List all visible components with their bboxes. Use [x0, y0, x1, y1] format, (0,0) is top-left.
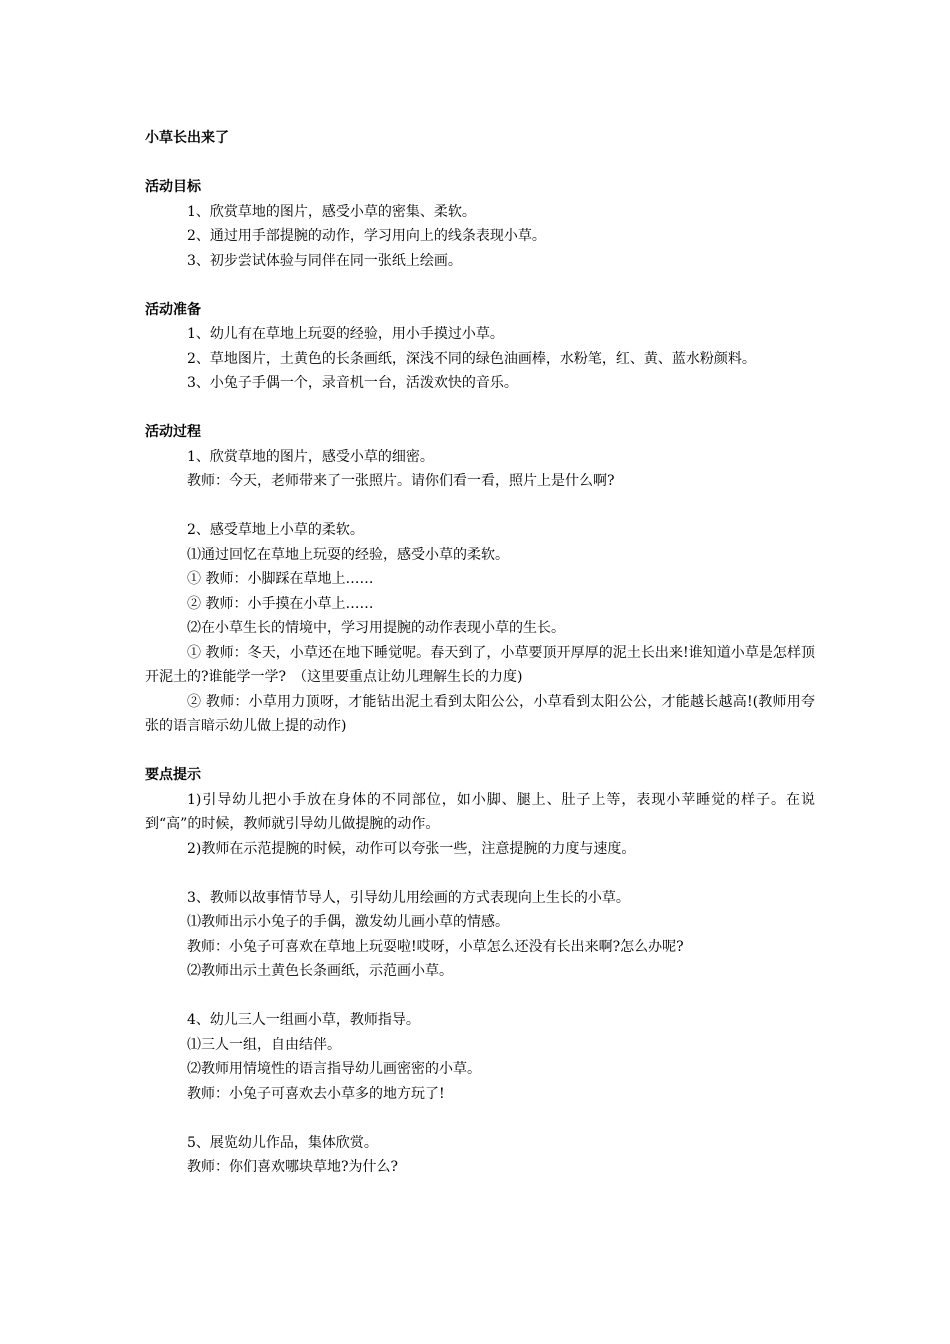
- paragraph: 2)教师在示范提腕的时候，动作可以夸张一些，注意提腕的力度与速度。: [187, 840, 636, 857]
- section-preparation: [145, 298, 815, 396]
- document-page: [145, 126, 815, 1204]
- paragraph: ⑵教师出示土黄色长条画纸，示范画小草。: [187, 963, 453, 979]
- section-process: [145, 420, 815, 739]
- paragraph: 教师：你们喜欢哪块草地?为什么?: [187, 1159, 399, 1175]
- paragraph: ② 教师：小草用力顶呀，才能钻出泥土看到太阳公公，小草看到太阳公公，才能越长越高!(教师用夸张的语言暗示幼儿做上提的动作): [145, 693, 815, 734]
- paragraph: ① 教师：小脚踩在草地上……: [187, 571, 374, 587]
- paragraph: ⑴教师出示小兔子的手偶，激发幼儿画小草的情感。: [187, 914, 509, 930]
- paragraph: 4、幼儿三人一组画小草，教师指导。: [187, 1012, 420, 1028]
- paragraph: 教师：小兔子可喜欢在草地上玩耍啦!哎呀，小草怎么还没有长出来啊?怎么办呢?: [187, 938, 684, 955]
- paragraph: 3、教师以故事情节导人，引导幼儿用绘画的方式表现向上生长的小草。: [187, 889, 630, 906]
- paragraph: 2、草地图片，土黄色的长条画纸，深浅不同的绿色油画棒，水粉笔，红、黄、蓝水粉颜料。: [187, 350, 756, 367]
- blank-line: [145, 1106, 815, 1131]
- paragraph: 1、欣赏草地的图片，感受小草的细密。: [187, 448, 434, 465]
- section-heading: 活动准备: [145, 301, 201, 318]
- paragraph: ⑵教师用情境性的语言指导幼儿画密密的小草。: [187, 1061, 481, 1077]
- paragraph: 5、展览幼儿作品，集体欣赏。: [187, 1134, 378, 1151]
- document-title: 小草长出来了: [145, 130, 229, 146]
- section-heading: 要点提示: [145, 767, 201, 783]
- paragraph: 教师：今天，老师带来了一张照片。请你们看一看，照片上是什么啊?: [187, 473, 615, 489]
- paragraph: 3、初步尝试体验与同伴在同一张纸上绘画。: [187, 252, 462, 269]
- paragraph: ① 教师：冬天，小草还在地下睡觉呢。春天到了，小草要顶开厚厚的泥土长出来!谁知道小草是怎样顶开泥土的?谁能学一学? （这里要重点让幼儿理解生长的力度): [145, 644, 815, 685]
- paragraph: 3、小兔子手偶一个，录音机一台，活泼欢快的音乐。: [187, 375, 518, 391]
- paragraph: 1、幼儿有在草地上玩耍的经验，用小手摸过小草。: [187, 326, 504, 342]
- paragraph: ⑴三人一组，自由结伴。: [187, 1036, 341, 1053]
- paragraph: ⑵在小草生长的情境中，学习用提腕的动作表现小草的生长。: [187, 620, 565, 636]
- blank-line: [145, 494, 815, 519]
- paragraph: 2、通过用手部提腕的动作，学习用向上的线条表现小草。: [187, 228, 546, 244]
- paragraph: ② 教师：小手摸在小草上……: [187, 595, 374, 612]
- paragraph: 1)引导幼儿把小手放在身体的不同部位，如小脚、腿上、肚子上等，表现小苹睡觉的样子。在说到“高”的时候，教师就引导幼儿做提腕的动作。: [145, 791, 815, 832]
- section-goals: [145, 175, 815, 273]
- blank-line: [145, 861, 815, 886]
- paragraph: ⑴通过回忆在草地上玩耍的经验，感受小草的柔软。: [187, 546, 509, 563]
- paragraph: 1、欣赏草地的图片，感受小草的密集、柔软。: [187, 203, 476, 220]
- blank-line: [145, 984, 815, 1009]
- section-heading: 活动过程: [145, 424, 201, 440]
- section-heading: 活动目标: [145, 179, 201, 195]
- paragraph: 教师：小兔子可喜欢去小草多的地方玩了!: [187, 1085, 445, 1102]
- paragraph: 2、感受草地上小草的柔软。: [187, 522, 364, 538]
- section-tips: [145, 763, 815, 1180]
